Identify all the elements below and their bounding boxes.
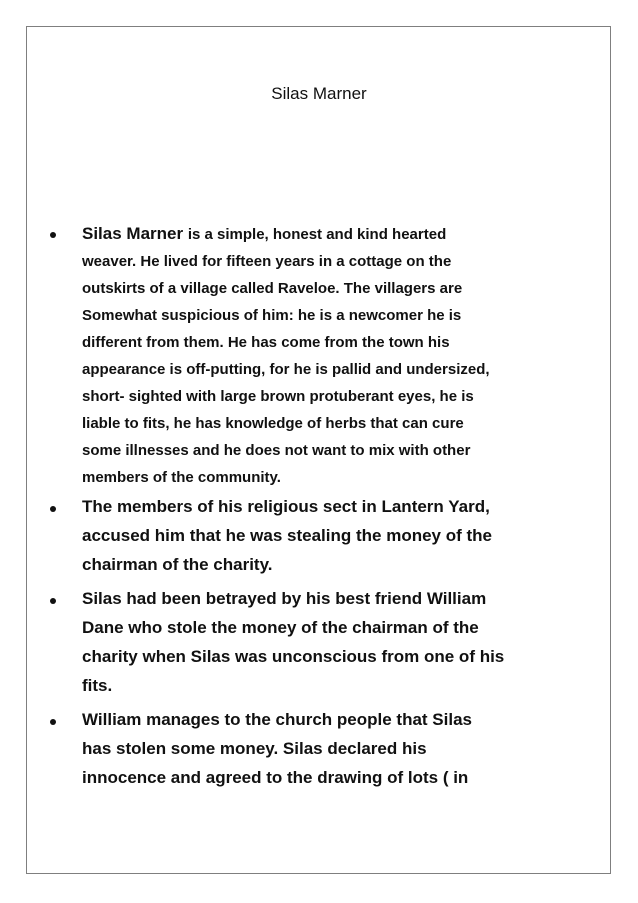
bullet-text (82, 220, 562, 491)
bullet-icon (50, 719, 56, 725)
bullet-icon (50, 506, 56, 512)
bullet-body: is a simple, honest and kind hearted weaver. He lived for fifteen years in a cottage on the outskirts of a village called Raveloe. The villagers are Somewhat suspicious of him: he is a newcomer he is different from them. He has come from the town his appearance is off-putting, for he is pallid and undersized, short- sighted with large brown protuberant eyes, he is liable to fits, he has knowledge of herbs that can cure some illnesses and he does not want to mix with other members of the community. (82, 226, 490, 486)
document-title: Silas Marner (271, 84, 367, 103)
bullet-icon (50, 598, 56, 604)
bullet-icon (50, 232, 56, 238)
bullet-lead: Silas Marner (82, 224, 188, 243)
bullet-text: Silas had been betrayed by his best friend William Dane who stole the money of the chairman of the charity when Silas was unconscious from one of his fits. (82, 589, 505, 695)
bullet-text: The members of his religious sect in Lantern Yard, accused him that he was stealing the money of the chairman of the charity. (82, 497, 492, 574)
bullet-text: William manages to the church people that Silas has stolen some money. Silas declared his innocence and agreed to the drawing of lots ( in (82, 710, 472, 787)
